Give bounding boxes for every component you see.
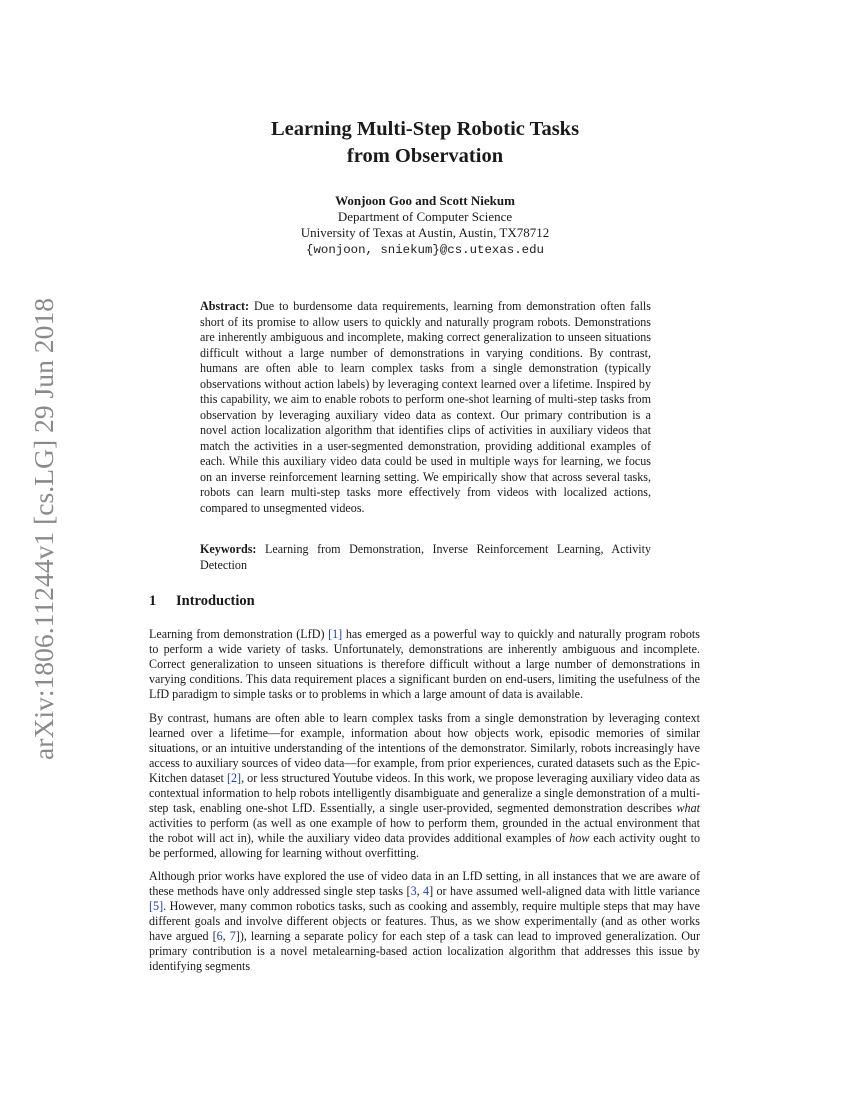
author-department: Department of Computer Science — [337, 209, 513, 225]
keywords-label: Keywords: — [200, 542, 257, 556]
text-run: By contrast, humans are often able to learn complex tasks from a single demonstration by leveraging context learned over a lifetime—for example, information about how objects work, episodic memories of similar situations, or an intuitive understanding of the intentions of the demonstrator. Similarly, robots increasingly have access to auxiliary sources of video data—for example, from prior experiences, curated datasets such as the Epic-Kitchen dataset — [149, 710, 700, 785]
citation-link[interactable]: [2] — [226, 770, 242, 785]
text-run: has emerged as a powerful way to quickly and naturally program robots to perform a wide variety of tasks. Unfortunately, demonstrations are inherently ambiguous and incomplete. Correct generalization to unseen situations is therefore difficult without a large number of demonstrations in varying conditions. This data requirement places a significant burden on end-users, limiting the usefulness of the LfD paradigm to simple tasks or to problems in which a large amount of data is available. — [149, 627, 700, 701]
author-email: {wonjoon, sniekum}@cs.utexas.edu — [306, 242, 544, 257]
section-number: 1 — [149, 593, 157, 609]
paragraph — [149, 711, 700, 861]
citation-link[interactable]: 4 — [423, 884, 430, 898]
keywords-text: Learning from Demonstration, Inverse Reinforcement Learning, Activity Detection — [200, 542, 652, 572]
author-university: University of Texas at Austin, Austin, TX78712 — [300, 225, 550, 241]
keywords — [200, 542, 651, 573]
title-line-2: from Observation — [346, 145, 504, 167]
text-run: , or less structured Youtube videos. In this work, we propose leveraging auxiliary video data as contextual information to help robots intelligently disambiguate and generalize a single demonstration of a multi-step task, enabling one-shot LfD. Essentially, a single user-provided, segmented demonstration describes — [149, 770, 700, 815]
citation-link[interactable]: 6 — [216, 929, 223, 943]
citation-link[interactable]: [5] — [149, 899, 164, 913]
citation-link[interactable]: 7 — [229, 929, 236, 943]
author-names: Wonjoon Goo and Scott Niekum — [335, 193, 515, 208]
section-title: Introduction — [176, 593, 255, 609]
title-line-1: Learning Multi-Step Robotic Tasks — [270, 118, 580, 140]
emphasis: what — [676, 800, 700, 815]
abstract-text: Due to burdensome data requirements, learning from demonstration often falls short of its promise to allow users to quickly and naturally program robots. Demonstrations are inherently ambiguous and incomplete, making correct generalization to unseen situations difficult without a large number of demonstrations in varying conditions. By contrast, humans are often able to learn complex tasks from a single demonstration (typically observations without action labels) by leveraging context learned over a lifetime. Inspired by this capability, we aim to enable robots to perform one-shot learning of multi-step tasks from observation by leveraging auxiliary video data as context. Our primary contribution is a novel action localization algorithm that identifies clips of activities in auxiliary videos that match the activities in a user-segmented demonstration, providing additional examples of each. While this auxiliary video data could be used in multiple ways for learning, we focus on an inverse reinforcement learning setting. We empirically show that across several tasks, robots can learn multi-step tasks more effectively from videos with localized actions, compared to unsegmented videos. — [200, 299, 651, 515]
text-run: , — [416, 884, 424, 898]
text-run: ]), learning a separate policy for each step of a task can lead to improved generalization. Our primary contribution is a novel metalearning-based action localization algorithm that addresses this issue by identifying segments — [149, 929, 701, 973]
abstract-label: Abstract: — [200, 299, 250, 313]
citation-link[interactable]: [1] — [328, 627, 343, 641]
text-run: . However, many common robotics tasks, such as cooking and assembly, require multiple steps that may have different goals and involve different objects or features. Thus, as we show experimentally (and as other works have argued [ — [149, 899, 700, 943]
text-run: , — [222, 929, 230, 943]
section-heading — [149, 593, 255, 610]
arxiv-side-stamp — [20, 298, 64, 760]
paper-title — [0, 116, 850, 170]
text-run: ] or have assumed well-aligned data with little variance — [429, 884, 700, 898]
text-run: Learning from demonstration (LfD) — [149, 627, 329, 641]
arxiv-identifier: arXiv:1806.11244v1 [cs.LG] 29 Jun 2018 — [29, 308, 59, 760]
abstract — [200, 299, 651, 516]
text-run: activities to perform (as well as one example of how to perform them, grounded in the actual environment that the robot will act in), while the auxiliary video data provides additional examples of — [149, 815, 700, 845]
section-body — [149, 627, 700, 983]
text-run: each activity ought to be performed, allowing for learning without overfitting. — [149, 830, 700, 860]
text-run: Although prior works have explored the use of video data in an LfD setting, in all instances that we are aware of these methods have only addressed single step tasks [ — [149, 869, 700, 898]
paragraph — [149, 869, 700, 974]
emphasis: how — [569, 830, 590, 845]
citation-link[interactable]: 3 — [410, 884, 417, 898]
paragraph — [149, 627, 700, 702]
author-block — [0, 193, 850, 258]
